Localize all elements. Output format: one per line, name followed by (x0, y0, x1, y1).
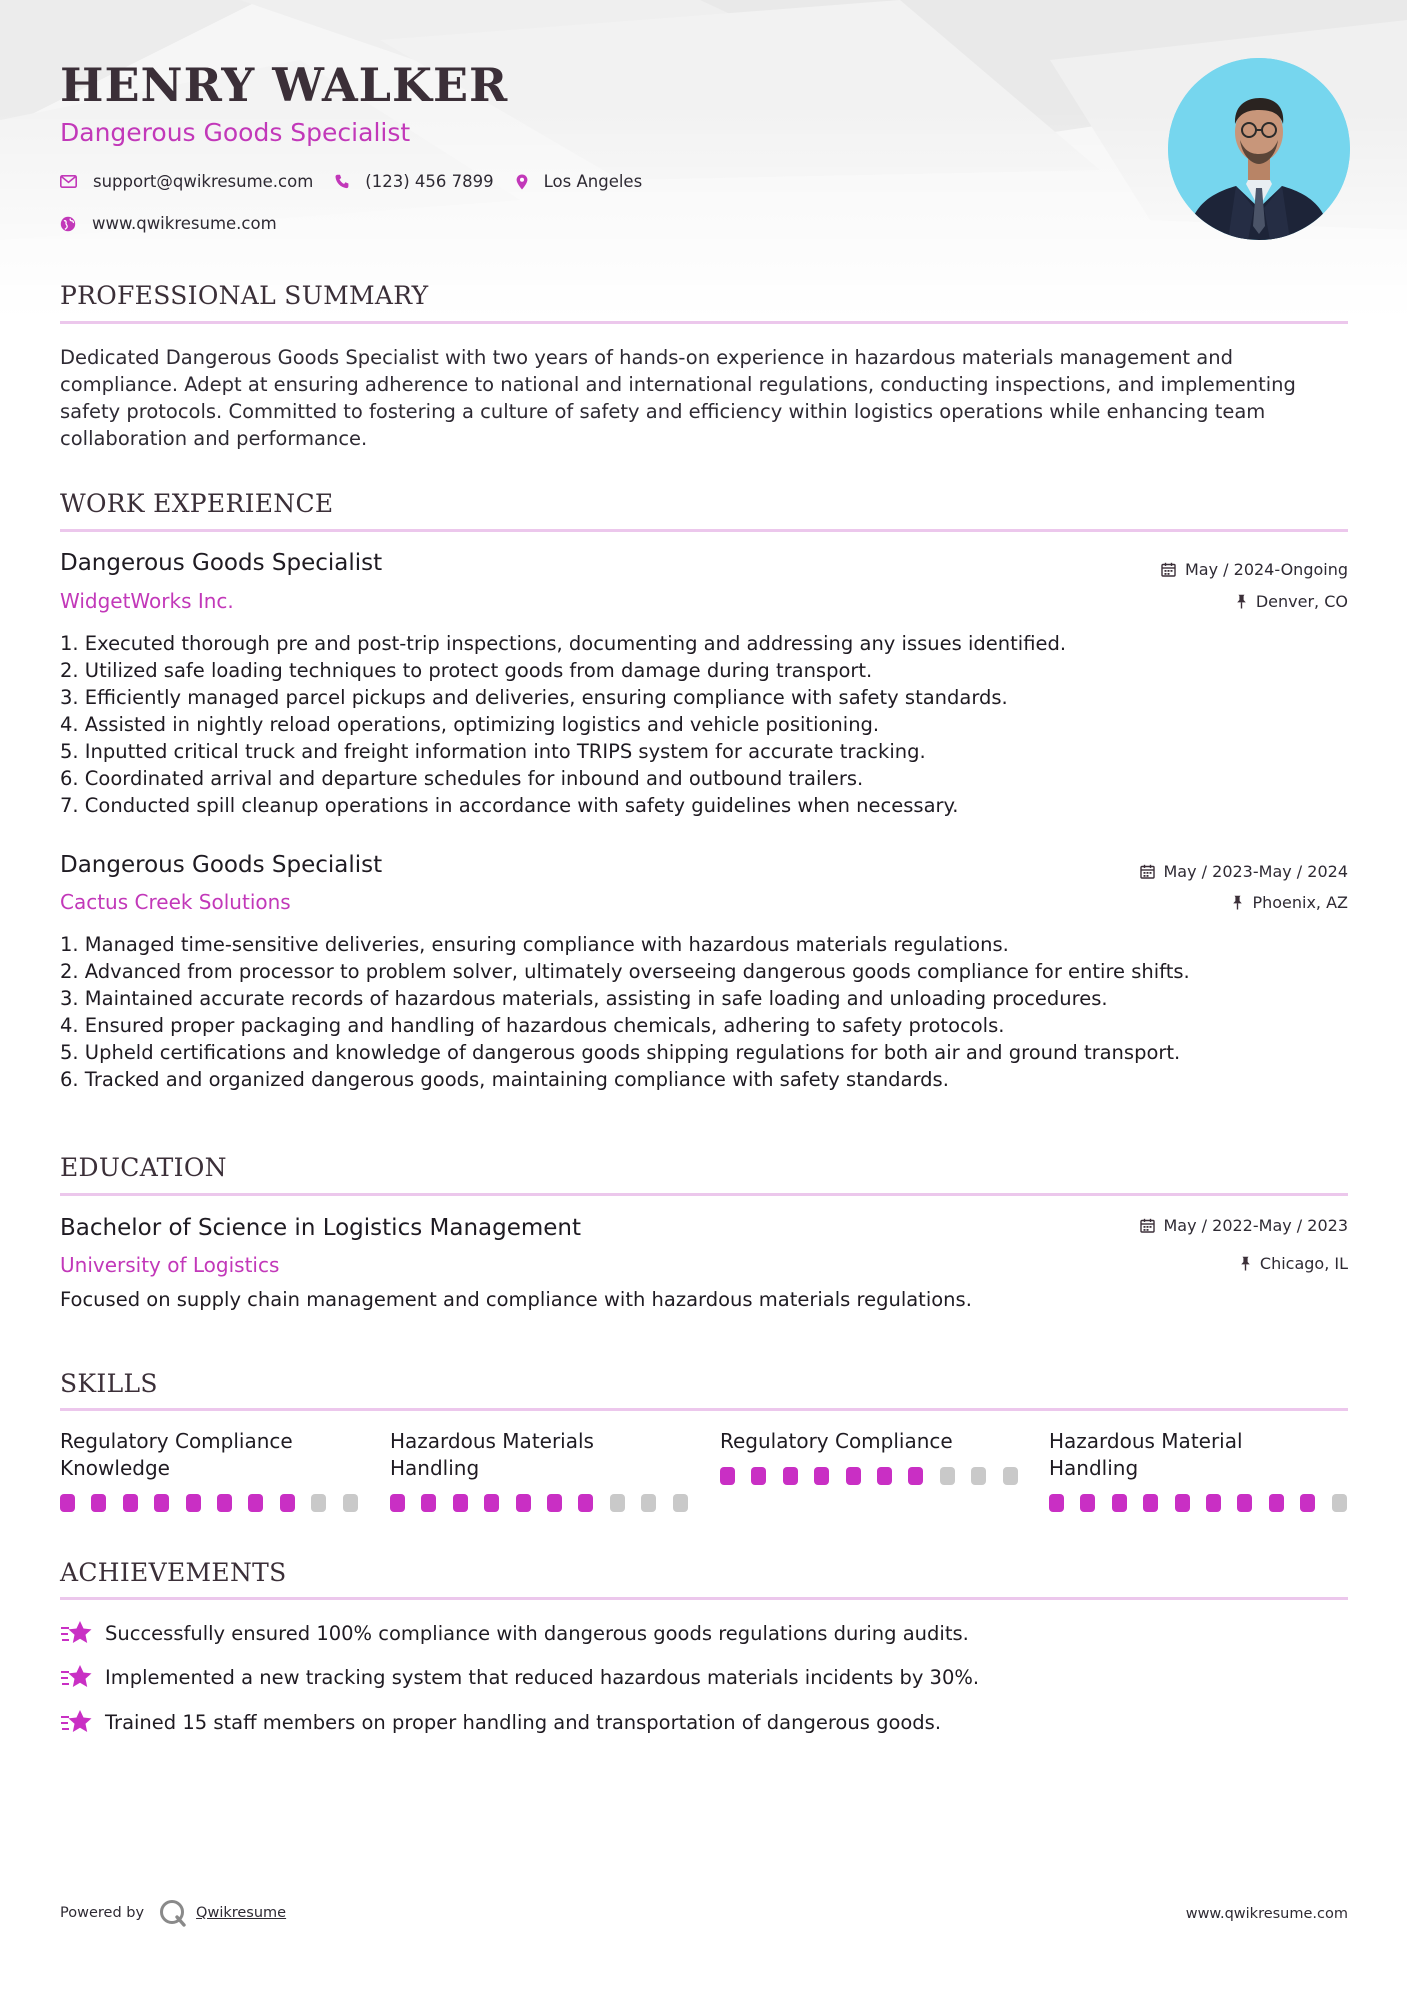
job-title: Dangerous Goods Specialist (60, 550, 383, 576)
section-divider (60, 1408, 1348, 1411)
candidate-title: Dangerous Goods Specialist (60, 118, 411, 147)
bullet-item: 7. Conducted spill cleanup operations in accordance with safety guidelines when necessary. (60, 794, 959, 817)
job-title: Dangerous Goods Specialist (60, 852, 383, 878)
star-icon (60, 1620, 93, 1646)
skill-label: Regulatory Compliance (60, 1429, 293, 1453)
rating-dot-filled (547, 1494, 562, 1512)
skill-rating (390, 1494, 704, 1512)
bullet-item: 6. Tracked and organized dangerous goods, maintaining compliance with safety standards. (60, 1068, 949, 1091)
rating-dot-filled (91, 1494, 106, 1512)
job-location (1236, 592, 1348, 611)
rating-dot-empty (641, 1494, 656, 1512)
contact-website[interactable] (60, 214, 277, 233)
education-dates (1140, 1216, 1349, 1235)
rating-dot-empty (311, 1494, 326, 1512)
job-bullets (60, 931, 1348, 1093)
location-text: Los Angeles (543, 172, 643, 191)
skill-item (1049, 1428, 1349, 1482)
skill-item (60, 1428, 360, 1482)
email-text: support@qwikresume.com (93, 172, 314, 191)
rating-dot-filled (877, 1467, 892, 1485)
phone-text: (123) 456 7899 (365, 172, 494, 191)
education-heading: EDUCATION (60, 1153, 227, 1182)
rating-dot-filled (154, 1494, 169, 1512)
skill-label: Hazardous Materials (390, 1429, 594, 1453)
education-description: Focused on supply chain management and compliance with hazardous materials regulations. (60, 1288, 972, 1311)
rating-dot-filled (248, 1494, 263, 1512)
section-divider (60, 529, 1348, 532)
rating-dot-filled (720, 1467, 735, 1485)
achievement-item (60, 1620, 969, 1646)
job-location-text: Denver, CO (1255, 592, 1348, 611)
rating-dot-filled (751, 1467, 766, 1485)
school-name: University of Logistics (60, 1253, 280, 1277)
profile-photo (1168, 58, 1350, 240)
rating-dot-filled (123, 1494, 138, 1512)
education-location (1240, 1254, 1348, 1273)
job-company: WidgetWorks Inc. (60, 589, 234, 613)
education-dates-text: May / 2022-May / 2023 (1163, 1216, 1348, 1235)
rating-dot-empty (610, 1494, 625, 1512)
bullet-item: 3. Efficiently managed parcel pickups and deliveries, ensuring compliance with safety standards. (60, 686, 1008, 709)
map-pin-icon (516, 174, 528, 190)
bullet-item: 1. Managed time-sensitive deliveries, ensuring compliance with hazardous materials regulations. (60, 933, 1009, 956)
calendar-icon (1140, 1218, 1155, 1233)
pushpin-icon (1236, 594, 1247, 609)
skill-label-line2: Knowledge (60, 1456, 170, 1480)
bullet-item: 1. Executed thorough pre and post-trip inspections, documenting and addressing any issues identified. (60, 632, 1067, 655)
pushpin-icon (1232, 895, 1243, 910)
skill-label-line2: Handling (1049, 1456, 1139, 1480)
rating-dot-filled (186, 1494, 201, 1512)
skill-rating (1049, 1494, 1363, 1512)
rating-dot-filled (1269, 1494, 1284, 1512)
contact-email[interactable] (60, 172, 313, 191)
skill-rating (720, 1467, 1034, 1485)
rating-dot-filled (484, 1494, 499, 1512)
rating-dot-filled (578, 1494, 593, 1512)
pushpin-icon (1240, 1256, 1251, 1271)
job-dates-text: May / 2024-Ongoing (1185, 560, 1348, 579)
rating-dot-empty (971, 1467, 986, 1485)
calendar-icon (1140, 864, 1155, 879)
skill-label: Hazardous Material (1049, 1429, 1243, 1453)
summary-text: Dedicated Dangerous Goods Specialist with two years of hands-on experience in hazardous materials management and compliance. Adept at ensuring adherence to national and international regulations, conducting inspections, and implementing safety protocols. Committed to fostering a culture of safety and efficiency within logistics operations while enhancing team collaboration and performance. (60, 346, 1296, 450)
rating-dot-filled (1143, 1494, 1158, 1512)
achievement-item (60, 1664, 979, 1690)
job-dates-text: May / 2023-May / 2024 (1163, 862, 1348, 881)
experience-heading: WORK EXPERIENCE (60, 489, 334, 518)
rating-dot-filled (1237, 1494, 1252, 1512)
rating-dot-filled (280, 1494, 295, 1512)
footer-powered-by (60, 1898, 286, 1928)
rating-dot-filled (1300, 1494, 1315, 1512)
bullet-item: 6. Coordinated arrival and departure schedules for inbound and outbound trailers. (60, 767, 864, 790)
job-dates (1161, 560, 1348, 579)
section-divider (60, 321, 1348, 324)
rating-dot-filled (60, 1494, 75, 1512)
rating-dot-filled (783, 1467, 798, 1485)
rating-dot-filled (1175, 1494, 1190, 1512)
achievement-text: Trained 15 staff members on proper handling and transportation of dangerous goods. (105, 1710, 942, 1734)
rating-dot-empty (343, 1494, 358, 1512)
skill-item (390, 1428, 690, 1482)
job-location-text: Phoenix, AZ (1252, 893, 1348, 912)
rating-dot-filled (421, 1494, 436, 1512)
bullet-item: 2. Advanced from processor to problem solver, ultimately overseeing dangerous goods compliance for entire shifts. (60, 960, 1190, 983)
job-location (1232, 893, 1348, 912)
rating-dot-filled (390, 1494, 405, 1512)
achievement-text: Implemented a new tracking system that reduced hazardous materials incidents by 30%. (105, 1665, 980, 1689)
rating-dot-filled (453, 1494, 468, 1512)
star-icon (60, 1709, 93, 1735)
bullet-item: 2. Utilized safe loading techniques to protect goods from damage during transport. (60, 659, 873, 682)
degree-title: Bachelor of Science in Logistics Management (60, 1215, 582, 1241)
phone-icon (335, 174, 349, 189)
job-dates (1140, 862, 1349, 881)
rating-dot-filled (1049, 1494, 1064, 1512)
achievement-text: Successfully ensured 100% compliance with dangerous goods regulations during audits. (105, 1621, 969, 1645)
section-divider (60, 1193, 1348, 1196)
rating-dot-filled (814, 1467, 829, 1485)
rating-dot-filled (1206, 1494, 1221, 1512)
skills-heading: SKILLS (60, 1369, 158, 1398)
calendar-icon (1161, 562, 1176, 577)
qwikresume-logo-icon (158, 1898, 188, 1928)
rating-dot-filled (1080, 1494, 1095, 1512)
envelope-icon (60, 175, 77, 188)
bullet-item: 3. Maintained accurate records of hazardous materials, assisting in safe loading and unloading procedures. (60, 987, 1108, 1010)
globe-icon (60, 216, 76, 232)
achievements-heading: ACHIEVEMENTS (60, 1558, 287, 1587)
website-text: www.qwikresume.com (92, 214, 277, 233)
bullet-item: 5. Inputted critical truck and freight information into TRIPS system for accurate tracking. (60, 740, 926, 763)
job-company: Cactus Creek Solutions (60, 890, 291, 914)
summary-heading: PROFESSIONAL SUMMARY (60, 281, 429, 310)
brand-link[interactable]: Qwikresume (196, 1905, 287, 1921)
rating-dot-empty (1332, 1494, 1347, 1512)
contact-phone[interactable] (335, 172, 493, 191)
rating-dot-filled (908, 1467, 923, 1485)
star-icon (60, 1664, 93, 1690)
skill-label: Regulatory Compliance (720, 1429, 953, 1453)
contact-row-secondary (60, 214, 299, 233)
bullet-item: 4. Ensured proper packaging and handling of hazardous chemicals, adhering to safety protocols. (60, 1014, 1005, 1037)
skill-rating (60, 1494, 374, 1512)
bullet-item: 4. Assisted in nightly reload operations, optimizing logistics and vehicle positioning. (60, 713, 880, 736)
contact-row-primary (60, 172, 664, 191)
rating-dot-filled (217, 1494, 232, 1512)
rating-dot-filled (846, 1467, 861, 1485)
rating-dot-empty (1003, 1467, 1018, 1485)
rating-dot-empty (940, 1467, 955, 1485)
education-location-text: Chicago, IL (1259, 1254, 1348, 1273)
section-divider (60, 1597, 1348, 1600)
footer-website[interactable]: www.qwikresume.com (1185, 1906, 1348, 1922)
contact-location (516, 172, 643, 191)
bullet-item: 5. Upheld certifications and knowledge of dangerous goods shipping regulations for both air and ground transport. (60, 1041, 1181, 1064)
rating-dot-filled (1112, 1494, 1127, 1512)
rating-dot-filled (516, 1494, 531, 1512)
skill-label-line2: Handling (390, 1456, 480, 1480)
skill-item (720, 1428, 1020, 1455)
candidate-name: HENRY WALKER (60, 58, 509, 112)
job-bullets (60, 630, 1348, 819)
achievement-item (60, 1709, 941, 1735)
powered-by-label: Powered by (60, 1905, 145, 1921)
rating-dot-empty (673, 1494, 688, 1512)
